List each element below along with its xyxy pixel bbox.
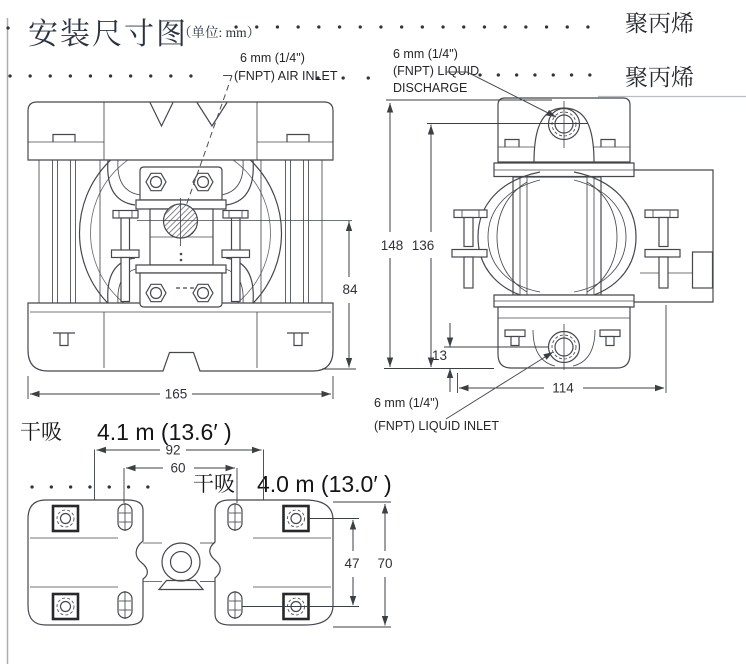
header	[28, 11, 694, 90]
page-title: 安装尺寸图	[28, 18, 188, 51]
discharge-text-2: DISCHARGE	[393, 81, 468, 95]
discharge-size: 6 mm (1/4")	[393, 47, 458, 61]
dry-suction-front-label: 干吸	[20, 421, 62, 444]
mount-holes	[53, 506, 309, 619]
material-label-top: 聚丙烯	[625, 11, 694, 36]
air-inlet-size: 6 mm (1/4")	[240, 51, 305, 65]
material-label-mid: 聚丙烯	[625, 65, 694, 90]
dim-front-width: 165	[164, 386, 188, 402]
dry-suction-bottom-value: 4.0 m (13.0′ )	[257, 471, 392, 497]
dim-side-height-port: 136	[411, 238, 435, 253]
unit-note: （单位: mm）	[178, 25, 261, 40]
dry-suction-front-value: 4.1 m (13.6′ )	[97, 419, 232, 445]
inlet-text: (FNPT) LIQUID INLET	[374, 419, 500, 433]
dim-bottom-hole-span: 47	[344, 556, 360, 571]
mount-slots	[118, 503, 242, 619]
dim-side-height-overall: 148	[380, 238, 404, 253]
inlet-size: 6 mm (1/4")	[374, 396, 439, 410]
dim-bottom-pad-height: 70	[377, 556, 393, 571]
dry-suction-bottom-label: 干吸	[193, 473, 235, 496]
side-view-drawing	[452, 98, 713, 370]
discharge-text-1: (FNPT) LIQUID	[393, 64, 480, 78]
dry-suction-bottom	[193, 471, 392, 497]
air-inlet-text: (FNPT) AIR INLET	[234, 69, 338, 83]
dim-bottom-slot-span-inner: 60	[170, 460, 186, 476]
front-view-drawing	[28, 102, 352, 371]
dim-side-inlet-offset: 13	[431, 348, 447, 363]
dim-side-depth: 114	[552, 380, 574, 396]
dim-front-height: 84	[342, 282, 358, 297]
dry-suction-front	[20, 419, 232, 445]
dim-bottom-slot-span-outer: 92	[165, 442, 181, 458]
